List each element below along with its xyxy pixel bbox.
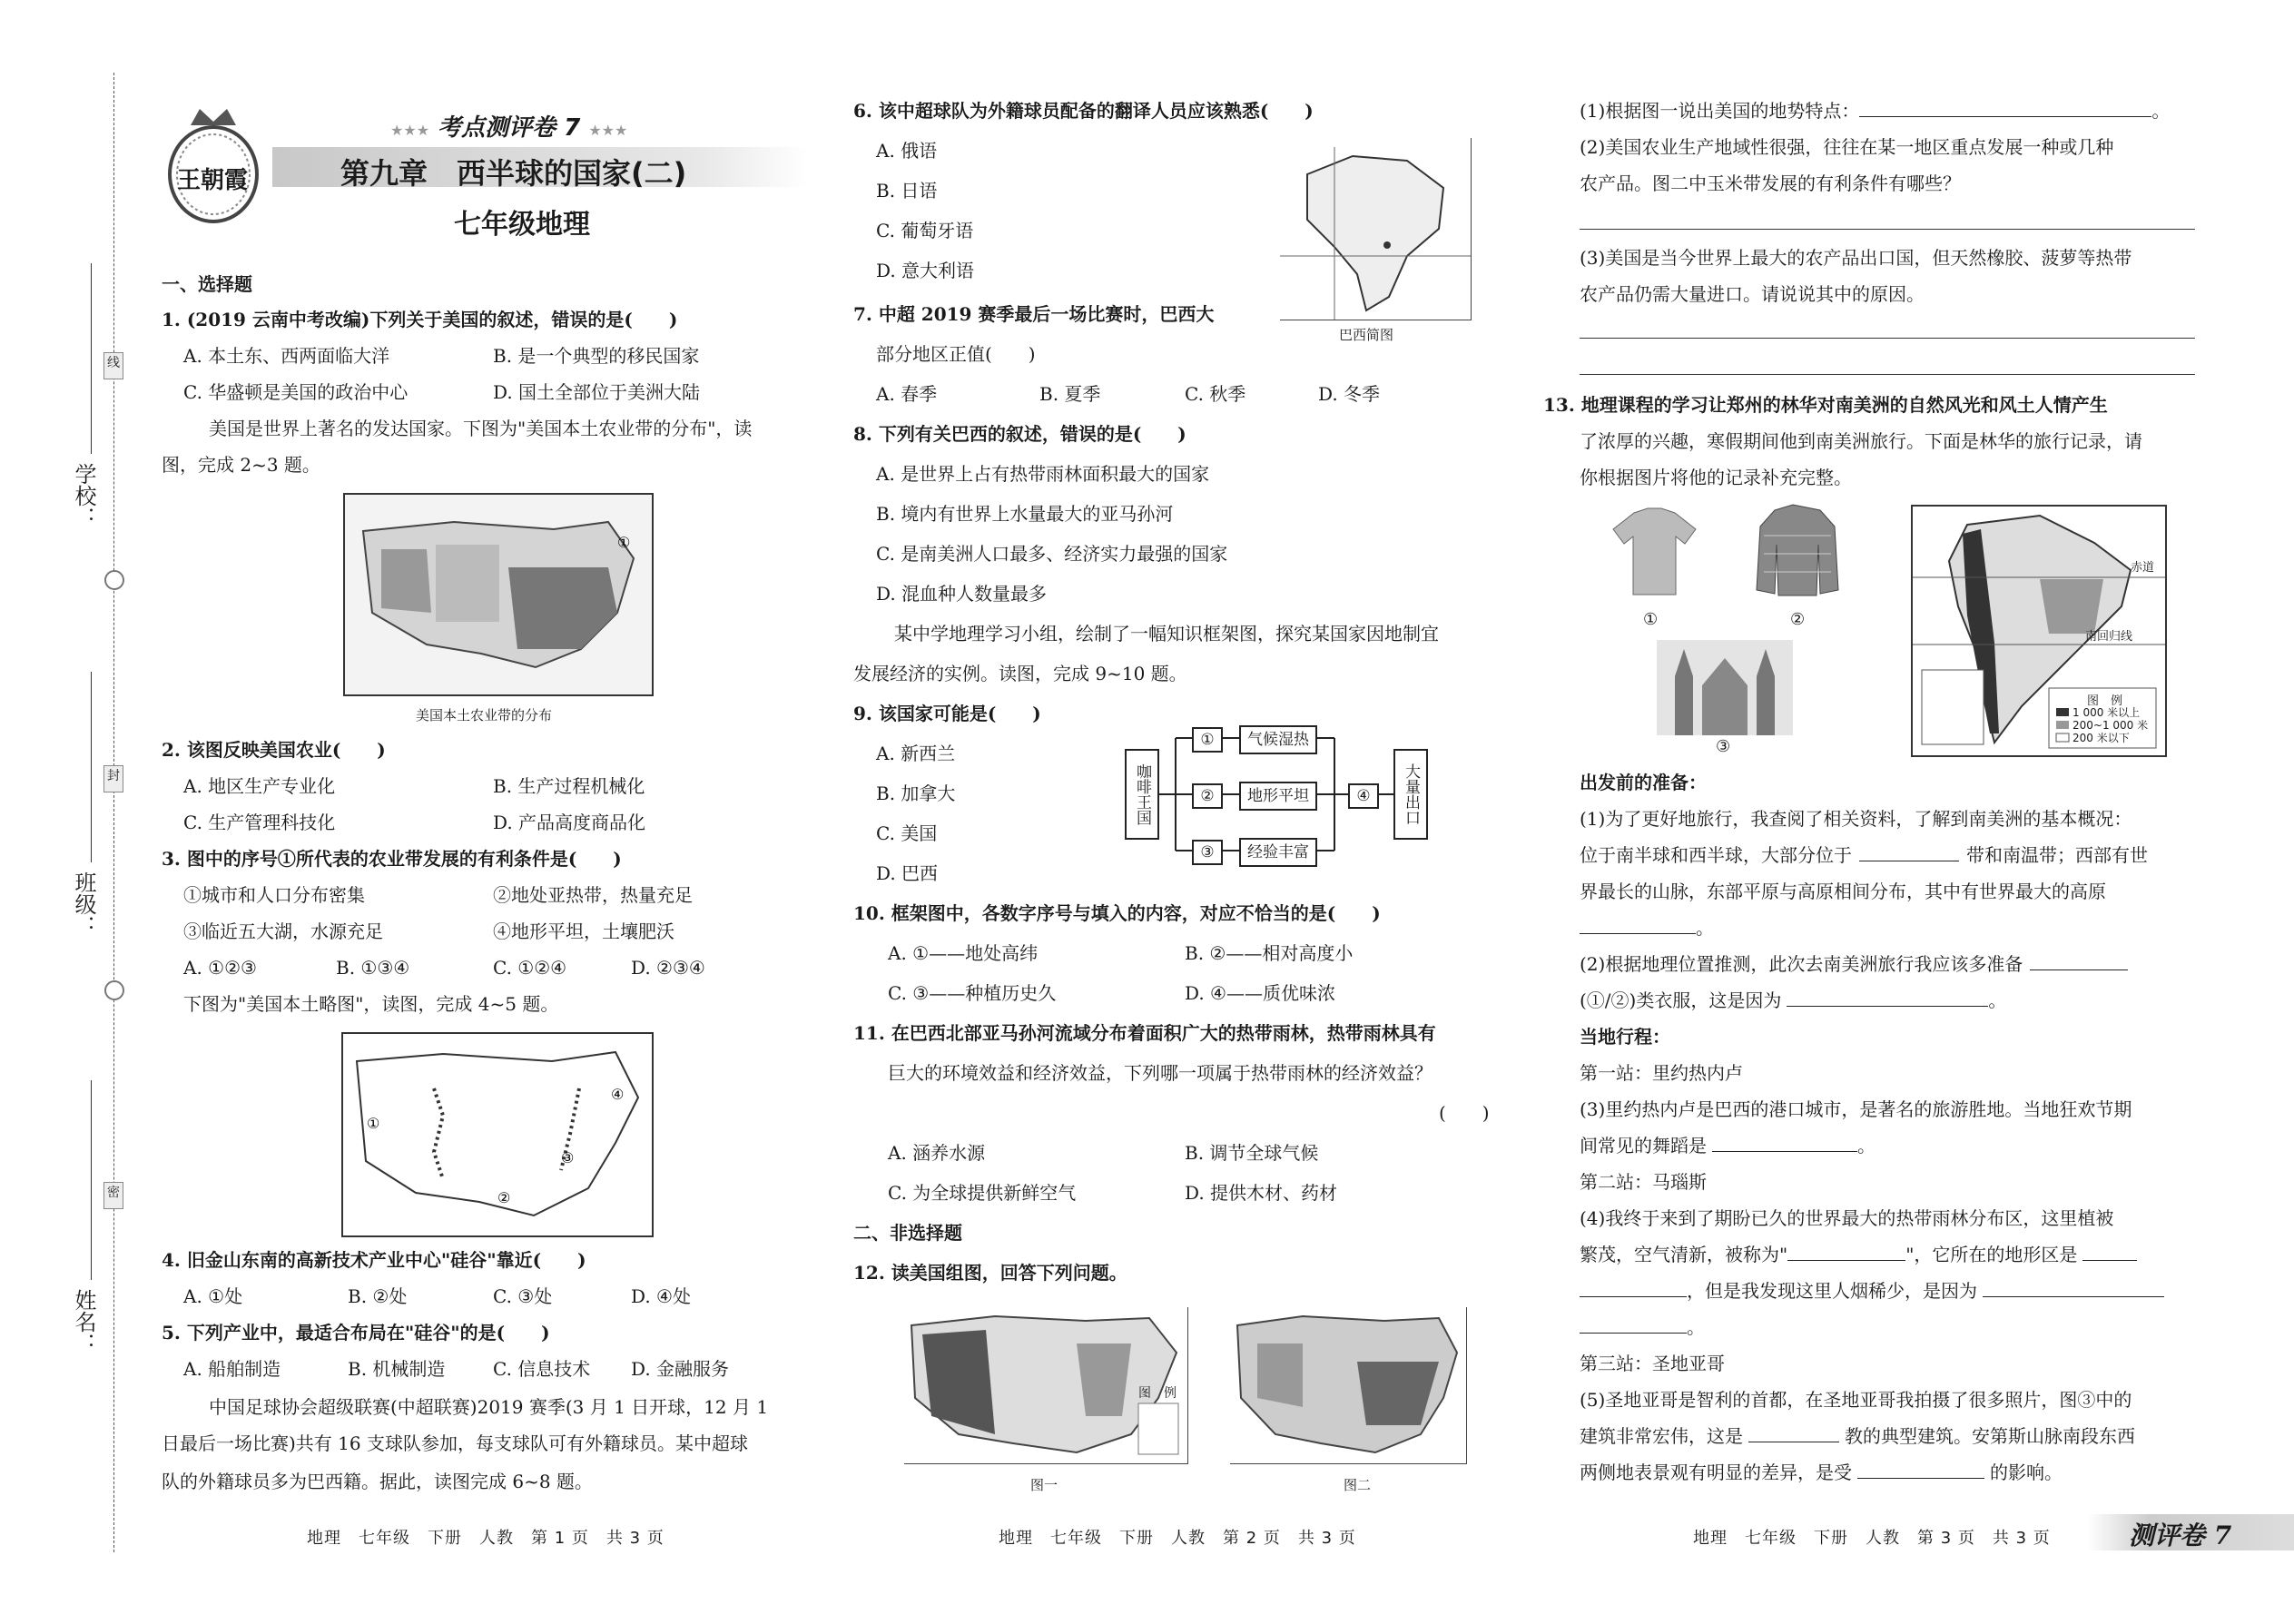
photo-3-label: ③: [1716, 737, 1731, 756]
p1-line3: 界最长的山脉，东部平原与高原相间分布，其中有世界最大的高原: [1580, 881, 2106, 902]
framework-num-4: ④: [1348, 783, 1379, 809]
intro-4-5: 下图为"美国本土略图"，读图，完成 4~5 题。: [183, 993, 559, 1015]
question-13-line2: 了浓厚的兴趣，寒假期间他到南美洲旅行。下面是林华的旅行记录，请: [1580, 430, 2142, 452]
q1-option-c[interactable]: C. 华盛顿是美国的政治中心: [183, 381, 409, 403]
binding-margin: [0, 0, 154, 1624]
q9-option-c[interactable]: C. 美国: [876, 822, 938, 844]
p4-reason-blank-2[interactable]: [1580, 1314, 1687, 1334]
p1-line4: 。: [1580, 915, 1714, 940]
framework-export: 大量出口: [1393, 749, 1428, 840]
question-8: 8. 下列有关巴西的叙述，错误的是( ): [853, 423, 1186, 445]
p2-line2: (①/②)类衣服，这是因为 。: [1580, 989, 2007, 1011]
q5-option-d[interactable]: D. 金融服务: [631, 1358, 730, 1380]
page-3-footer: 地理 七年级 下册 人教 第 3 页 共 3 页: [1693, 1529, 2051, 1548]
q8-option-b[interactable]: B. 境内有世界上水量最大的亚马孙河: [876, 503, 1174, 525]
framework-terrain: 地形平坦: [1239, 782, 1317, 811]
preparation-heading: 出发前的准备：: [1580, 772, 1707, 793]
map-tropic-label: 南回归线: [2085, 630, 2133, 644]
p2-clothes-blank[interactable]: [2030, 951, 2128, 970]
q7-option-d[interactable]: D. 冬季: [1318, 383, 1381, 405]
question-10: 10. 框架图中，各数字序号与填入的内容，对应不恰当的是( ): [853, 902, 1381, 924]
question-5: 5. 下列产业中，最适合布局在"硅谷"的是( ): [162, 1322, 550, 1343]
section-choice: 一、选择题: [162, 273, 252, 295]
us-agri-icon: [1230, 1307, 1466, 1463]
star-icon: ★★★: [390, 122, 430, 139]
down-jacket-photo: [1748, 499, 1847, 599]
p4-line1: (4)我终于来到了期盼已久的世界最大的热带雨林分布区，这里植被: [1580, 1207, 2114, 1229]
south-america-map: [1911, 505, 2167, 757]
knowledge-framework: [1121, 722, 1439, 867]
q10-option-a[interactable]: A. ①——地处高纬: [888, 942, 1039, 964]
section-non-choice: 二、非选择题: [853, 1222, 962, 1244]
q9-option-b[interactable]: B. 加拿大: [876, 782, 956, 804]
question-9: 9. 该国家可能是( ): [853, 703, 1041, 724]
name-label: 姓名：: [71, 1289, 96, 1354]
intro-6-8-line2: 日最后一场比赛)共有 16 支球队参加，每支球队可有外籍球员。某中超球: [162, 1432, 748, 1454]
question-12: 12. 读美国组图，回答下列问题。: [853, 1262, 1127, 1284]
framework-climate: 气候湿热: [1239, 725, 1317, 754]
svg-text:②: ②: [497, 1189, 511, 1206]
p5-line1: (5)圣地亚哥是智利的首都，在圣地亚哥我拍摄了很多照片，图③中的: [1580, 1389, 2132, 1411]
map-legend-title: 图 例: [2087, 694, 2123, 708]
p1-line2: 位于南半球和西半球，大部分位于 带和南温带；西部有世: [1580, 844, 2148, 866]
question-7-line2: 部分地区正值( ): [876, 343, 1036, 365]
corner-badge-text: 测评卷 7: [2129, 1521, 2232, 1550]
question-2: 2. 该图反映美国农业( ): [162, 739, 386, 761]
q3-option-a[interactable]: A. ①②③: [183, 957, 257, 979]
q8-option-d[interactable]: D. 混血种人数量最多: [876, 583, 1048, 605]
question-3: 3. 图中的序号①所代表的农业带发展的有利条件是( ): [162, 848, 622, 870]
brazil-map: [1280, 138, 1472, 320]
map-equator-label: 赤道: [2131, 561, 2155, 575]
q11-option-b[interactable]: B. 调节全球气候: [1185, 1142, 1319, 1164]
framework-num-3: ③: [1192, 840, 1223, 865]
q12-3-answer-line-2[interactable]: [1580, 374, 2195, 375]
cathedral-photo: [1657, 640, 1793, 735]
p4-reason-blank[interactable]: [1983, 1278, 2164, 1297]
svg-text:①: ①: [617, 534, 631, 551]
stop-3: 第三站：圣地亚哥: [1580, 1353, 1725, 1374]
q5-option-c[interactable]: C. 信息技术: [493, 1358, 591, 1380]
question-11-line2: 巨大的环境效益和经济效益，下列哪一项属于热带雨林的经济效益？: [888, 1062, 1433, 1084]
p4-landform-blank[interactable]: [2082, 1242, 2137, 1261]
q7-option-a[interactable]: A. 春季: [876, 383, 938, 405]
us-map-icon: [345, 495, 652, 694]
logo-text: 王朝霞: [177, 167, 249, 194]
jacket-icon: [1748, 499, 1847, 599]
framework-num-1: ①: [1192, 727, 1223, 753]
school-blank[interactable]: [91, 263, 92, 454]
q3-option-b[interactable]: B. ①③④: [336, 957, 410, 979]
q4-option-a[interactable]: A. ①处: [183, 1285, 243, 1307]
photo-1-label: ①: [1643, 610, 1659, 629]
q9-option-a[interactable]: A. 新西兰: [876, 743, 956, 764]
fig1-caption: 美国本土农业带的分布: [416, 707, 553, 723]
p2-reason-blank[interactable]: [1787, 988, 1988, 1007]
q9-option-d[interactable]: D. 巴西: [876, 862, 939, 884]
intro-9-10-line2: 发展经济的实例。读图，完成 9~10 题。: [853, 663, 1187, 684]
us-outline-map: [341, 1032, 654, 1237]
itinerary-heading: 当地行程：: [1580, 1026, 1670, 1048]
intro-6-8-line1: 中国足球协会超级联赛(中超联赛)2019 赛季(3 月 1 日开球，12 月 1: [209, 1396, 769, 1418]
q2-option-b[interactable]: B. 生产过程机械化: [493, 775, 645, 797]
q8-option-a[interactable]: A. 是世界上占有热带雨林面积最大的国家: [876, 463, 1210, 485]
q10-option-d[interactable]: D. ④——质优味浓: [1185, 982, 1335, 1004]
q7-option-c[interactable]: C. 秋季: [1185, 383, 1246, 405]
q12-part-3-line2: 农产品仍需大量进口。请说说其中的原因。: [1580, 283, 1925, 305]
logo: [159, 100, 268, 227]
p5-religion-blank[interactable]: [1748, 1423, 1839, 1442]
stop-1: 第一站：里约热内卢: [1580, 1062, 1743, 1084]
q1-option-d[interactable]: D. 国土全部位于美洲大陆: [493, 381, 701, 403]
q12-1-blank[interactable]: [1859, 98, 2151, 117]
question-1: 1. (2019 云南中考改编)下列关于美国的叙述，错误的是( ): [162, 309, 678, 330]
brazil-map-caption: 巴西简图: [1339, 327, 1394, 343]
hole-icon: [104, 980, 124, 1000]
q3-item-1: ①城市和人口分布密集: [183, 884, 365, 906]
banner-title: ★★★ 考点测评卷 7 ★★★: [390, 114, 628, 142]
page-2-footer: 地理 七年级 下册 人教 第 2 页 共 3 页: [999, 1529, 1356, 1548]
q11-option-d[interactable]: D. 提供木材、药材: [1185, 1182, 1338, 1204]
q8-option-c[interactable]: C. 是南美洲人口最多、经济实力最强的国家: [876, 543, 1228, 565]
question-13-line1: 13. 地理课程的学习让郑州的林华对南美洲的自然风光和风土人情产生: [1543, 394, 2108, 416]
q3-item-4: ④地形平坦，土壤肥沃: [493, 920, 674, 942]
q6-option-c[interactable]: C. 葡萄牙语: [876, 220, 974, 241]
q4-option-d[interactable]: D. ④处: [631, 1285, 691, 1307]
us-agri-belt-map: [343, 493, 654, 696]
question-4: 4. 旧金山东南的高新技术产业中心"硅谷"靠近( ): [162, 1249, 586, 1271]
star-icon: ★★★: [588, 122, 628, 139]
school-label: 学校：: [71, 463, 96, 528]
svg-text:④: ④: [611, 1086, 625, 1103]
p3-line2: 间常见的舞蹈是 。: [1580, 1135, 1876, 1156]
q10-option-b[interactable]: B. ②——相对高度小: [1185, 942, 1354, 964]
us-outline-icon: [343, 1034, 652, 1235]
svg-text:①: ①: [367, 1115, 380, 1132]
framework-num-2: ②: [1192, 783, 1223, 809]
terrain-legend-title: 图 例: [1138, 1386, 1177, 1401]
seal-mark-line: 线: [103, 352, 123, 379]
question-11-line1: 11. 在巴西北部亚马孙河流域分布着面积广大的热带雨林，热带雨林具有: [853, 1022, 1436, 1044]
q5-option-b[interactable]: B. 机械制造: [348, 1358, 446, 1380]
q6-option-a[interactable]: A. 俄语: [876, 140, 938, 162]
cathedral-icon: [1657, 640, 1793, 735]
p5-line3: 两侧地表景观有明显的差异，是受 的影响。: [1580, 1462, 2063, 1483]
q4-option-c[interactable]: C. ③处: [493, 1285, 553, 1307]
class-blank[interactable]: [91, 672, 92, 862]
p1-plateau-blank[interactable]: [1580, 915, 1696, 934]
p4-line3: ，但是我发现这里人烟稀少，是因为: [1580, 1278, 2164, 1304]
page-1-footer: 地理 七年级 下册 人教 第 1 页 共 3 页: [307, 1529, 665, 1548]
stop-2: 第二站：马瑙斯: [1580, 1171, 1707, 1193]
brazil-map-icon: [1280, 138, 1471, 320]
intro-2-3-line2: 图，完成 2~3 题。: [162, 454, 320, 476]
q3-option-c[interactable]: C. ①②④: [493, 957, 567, 979]
tshirt-icon: [1607, 504, 1702, 599]
q6-option-b[interactable]: B. 日语: [876, 180, 938, 202]
intro-6-8-line3: 队的外籍球员多为巴西籍。据此，读图完成 6~8 题。: [162, 1471, 593, 1492]
q3-option-d[interactable]: D. ②③④: [631, 957, 705, 979]
p4-landform-blank-2[interactable]: [1580, 1278, 1687, 1297]
q12-part-2-line1: (2)美国农业生产地域性很强，往往在某一地区重点发展一种或几种: [1580, 136, 2114, 158]
fig-one-caption: 图一: [1030, 1477, 1058, 1493]
p3-dance-blank[interactable]: [1712, 1133, 1857, 1152]
photo-2-label: ②: [1790, 610, 1806, 629]
q2-option-d[interactable]: D. 产品高度商品化: [493, 812, 646, 833]
subject-title: 七年级地理: [454, 209, 590, 241]
polo-shirt-photo: [1607, 504, 1702, 599]
question-13-line3: 你根据图片将他的记录补充完整。: [1580, 467, 1852, 488]
map-legend-1: 1 000 米以上: [2072, 706, 2141, 719]
q4-option-b[interactable]: B. ②处: [348, 1285, 408, 1307]
seal-mark-seal: 封: [103, 765, 123, 792]
us-agri-map-2: [1230, 1307, 1467, 1464]
hole-icon: [104, 570, 124, 590]
q12-part-2-line2: 农产品。图二中玉米带发展的有利条件有哪些？: [1580, 172, 1961, 194]
q11-option-c[interactable]: C. 为全球提供新鲜空气: [888, 1182, 1077, 1204]
p1-line1: (1)为了更好地旅行，我查阅了相关资料，了解到南美洲的基本概况：: [1580, 808, 2132, 830]
q5-option-a[interactable]: A. 船舶制造: [183, 1358, 281, 1380]
binding-line: [113, 73, 114, 1552]
p2-line1: (2)根据地理位置推测，此次去南美洲旅行我应该多准备: [1580, 951, 2128, 977]
name-blank[interactable]: [91, 1080, 92, 1280]
p5-line2: 建筑非常宏伟，这是 教的典型建筑。安第斯山脉南段东西: [1580, 1425, 2135, 1447]
p3-line1: (3)里约热内卢是巴西的港口城市，是著名的旅游胜地。当地狂欢节期: [1580, 1098, 2132, 1120]
q1-option-b[interactable]: B. 是一个典型的移民国家: [493, 345, 700, 367]
seal-mark-secret: 密: [103, 1182, 123, 1209]
q10-option-c[interactable]: C. ③——种植历史久: [888, 982, 1057, 1004]
q2-option-a[interactable]: A. 地区生产专业化: [183, 775, 336, 797]
q3-item-3: ③临近五大湖，水源充足: [183, 920, 383, 942]
q1-option-a[interactable]: A. 本土东、西两面临大洋: [183, 345, 390, 367]
q7-option-b[interactable]: B. 夏季: [1039, 383, 1101, 405]
q6-option-d[interactable]: D. 意大利语: [876, 260, 975, 281]
q11-option-a[interactable]: A. 涵养水源: [888, 1142, 986, 1164]
question-11-answer-paren[interactable]: ( ): [1439, 1102, 1490, 1124]
q12-part-1: (1)根据图一说出美国的地势特点： 。: [1580, 100, 2171, 122]
q2-option-c[interactable]: C. 生产管理科技化: [183, 812, 336, 833]
q12-part-3-line1: (3)美国是当今世界上最大的农产品出口国，但天然橡胶、菠萝等热带: [1580, 247, 2132, 269]
class-label: 班级：: [71, 871, 96, 937]
question-6: 6. 该中超球队为外籍球员配备的翻译人员应该熟悉( ): [853, 100, 1314, 122]
p4-line4: 。: [1580, 1314, 1705, 1340]
map-legend-2: 200~1 000 米: [2072, 719, 2149, 732]
q12-2-answer-line[interactable]: [1580, 229, 2195, 230]
q12-3-answer-line-1[interactable]: [1580, 338, 2195, 339]
intro-2-3-line1: 美国是世界上著名的发达国家。下图为"美国本土农业带的分布"，读: [209, 418, 753, 439]
framework-experience: 经验丰富: [1239, 838, 1317, 867]
p1-zone-blank[interactable]: [1859, 842, 1959, 861]
intro-9-10-line1: 某中学地理学习小组，绘制了一幅知识框架图，探究某国家因地制宜: [894, 623, 1439, 645]
chapter-title: 第九章 西半球的国家(二): [340, 156, 687, 191]
p4-nickname-blank[interactable]: [1787, 1242, 1905, 1261]
q3-item-2: ②地处亚热带，热量充足: [493, 884, 693, 906]
p4-line2: 繁茂，空气清新，被称为" "，它所在的地形区是: [1580, 1242, 2137, 1267]
fig-two-caption: 图二: [1344, 1477, 1372, 1493]
question-7-line1: 7. 中超 2019 赛季最后一场比赛时，巴西大: [853, 303, 1215, 325]
p5-factor-blank[interactable]: [1857, 1460, 1984, 1479]
map-legend-3: 200 米以下: [2072, 732, 2130, 744]
svg-text:③: ③: [561, 1149, 575, 1166]
us-terrain-map: [904, 1307, 1188, 1464]
framework-coffee-kingdom: 咖啡王国: [1125, 749, 1159, 840]
